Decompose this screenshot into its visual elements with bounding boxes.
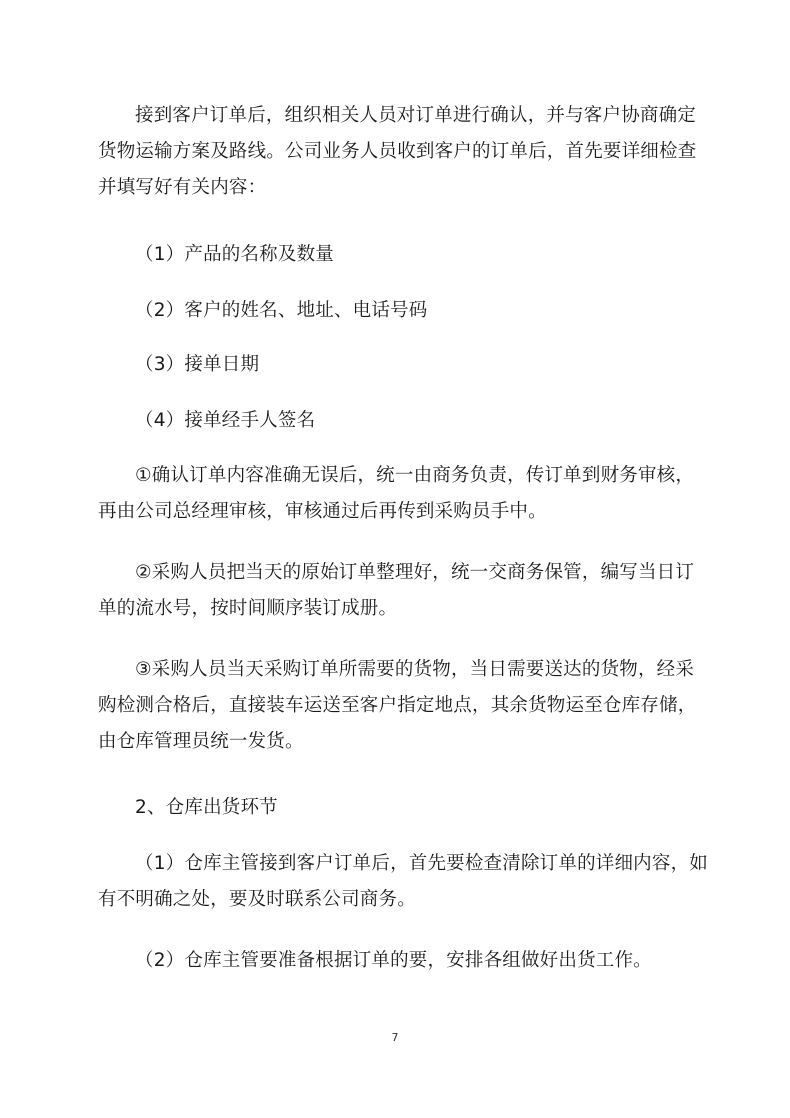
paragraph-warehouse-1: [98, 847, 708, 917]
paragraph-line: ②采购人员把当天的原始订单整理好，统一交商务保管，编写当日订: [135, 562, 695, 583]
paragraph-line: 购检测合格后，直接装车运送至客户指定地点，其余货物运至仓库存储，: [98, 695, 697, 716]
list-item-signature: [135, 404, 735, 438]
paragraph-line: （4）接单经手人签名: [135, 410, 316, 431]
paragraph-line: （2）客户的姓名、地址、电话号码: [135, 300, 428, 321]
paragraph-step-3: [98, 653, 698, 759]
paragraph-line: 再由公司总经理审核，审核通过后再传到采购员手中。: [98, 501, 547, 522]
paragraph-warehouse-2: [135, 944, 735, 978]
paragraph-line: 有不明确之处，要及时联系公司商务。: [98, 889, 416, 910]
paragraph-line: （3）接单日期: [135, 354, 260, 375]
list-item-date: [135, 348, 735, 382]
paragraph-line: （2）仓库主管要准备根据订单的要，安排各组做好出货工作。: [135, 950, 652, 971]
paragraph-line: 由仓库管理员统一发货。: [98, 731, 304, 752]
paragraph-line: （1）产品的名称及数量: [135, 244, 334, 265]
paragraph-line: ①确认订单内容准确无误后，统一由商务负责，传订单到财务审核，: [135, 465, 695, 486]
paragraph-step-2: [98, 556, 698, 626]
list-item-product: [135, 238, 735, 272]
paragraph-step-1: [98, 459, 698, 529]
section-heading: [135, 791, 735, 825]
paragraph-line: （1）仓库主管接到客户订单后，首先要检查清除订单的详细内容，如: [135, 853, 708, 874]
paragraph-intro: [98, 99, 698, 205]
paragraph-line: 并填写好有关内容：: [98, 177, 267, 198]
paragraph-line: ③采购人员当天采购订单所需要的货物，当日需要送达的货物，经采: [135, 659, 695, 680]
page-number: 7: [391, 1031, 399, 1044]
list-item-customer: [135, 294, 735, 328]
paragraph-line: 单的流水号，按时间顺序装订成册。: [98, 598, 398, 619]
paragraph-line: 2、仓库出货环节: [135, 797, 278, 818]
paragraph-line: 货物运输方案及路线。公司业务人员收到客户的订单后，首先要详细检查: [98, 141, 697, 162]
paragraph-line: 接到客户订单后，组织相关人员对订单进行确认，并与客户协商确定: [135, 105, 697, 126]
